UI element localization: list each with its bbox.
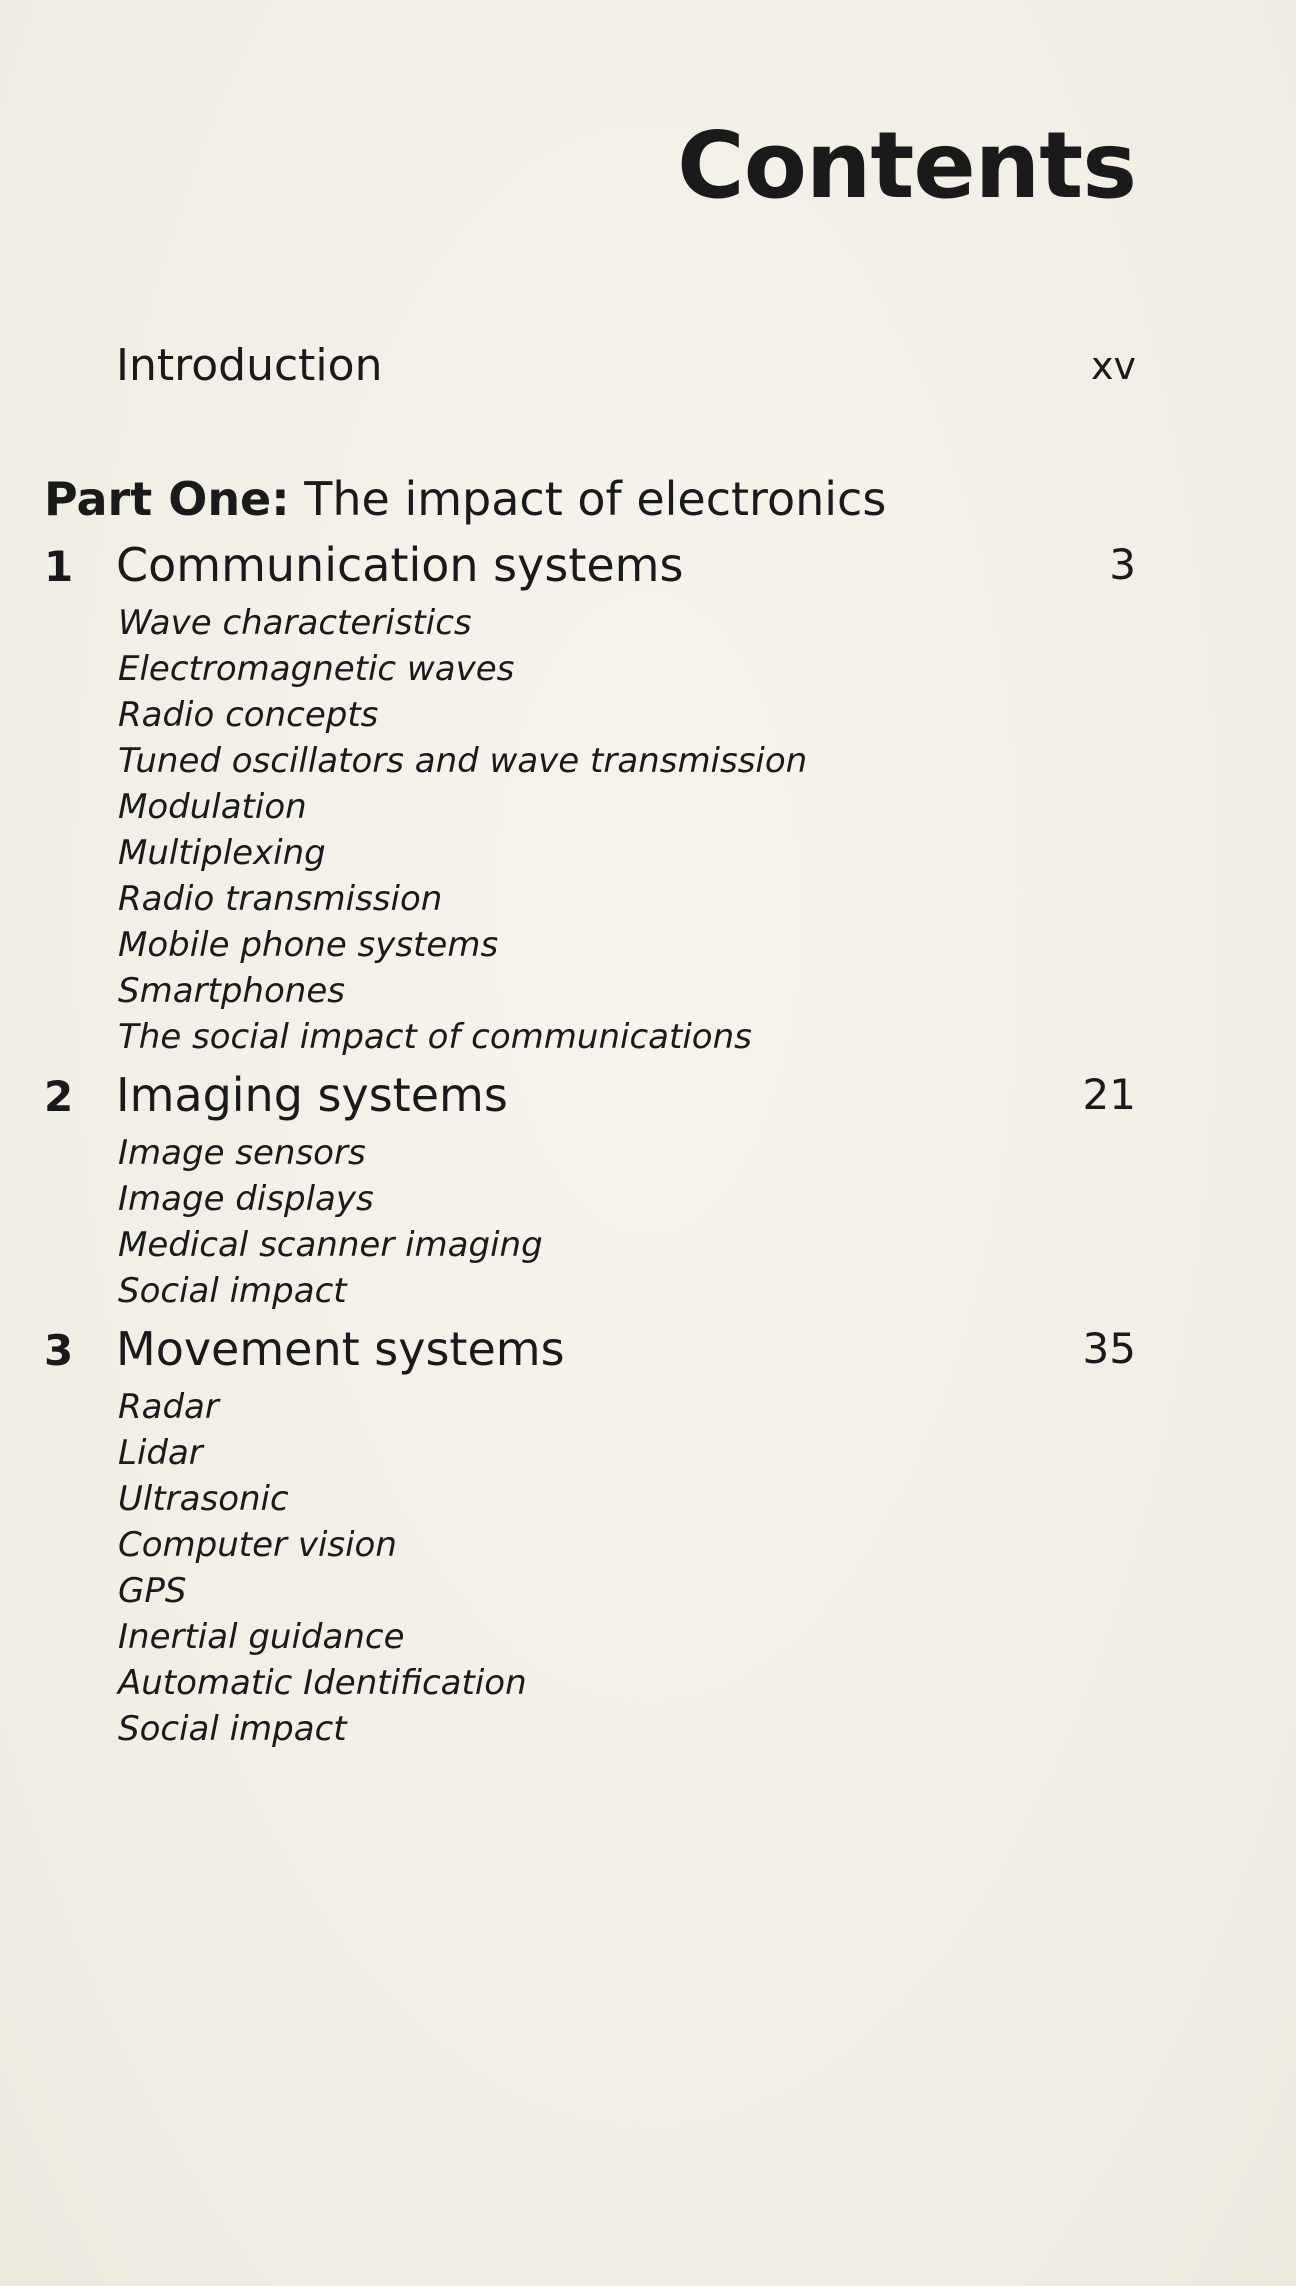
part-title: The impact of electronics	[304, 472, 887, 526]
chapter-heading	[44, 1322, 1136, 1384]
chapter-number: 1	[44, 542, 74, 591]
topic-item: Automatic Identification	[118, 1663, 527, 1703]
topic-item: Multiplexing	[118, 833, 326, 873]
chapter-title: Imaging systems	[116, 1068, 508, 1122]
topic-item: Smartphones	[118, 971, 345, 1011]
introduction-page-number: xv	[1091, 344, 1136, 388]
toc-entry-introduction	[116, 340, 1136, 400]
introduction-label: Introduction	[116, 340, 383, 391]
chapter-number: 2	[44, 1072, 74, 1121]
topic-item: Social impact	[118, 1709, 347, 1749]
topic-item: Radar	[118, 1387, 219, 1427]
topic-list	[44, 1384, 1136, 1752]
chapter-entry	[44, 1322, 1136, 1752]
chapter-page-number: 3	[1109, 540, 1136, 589]
topic-item: Modulation	[118, 787, 307, 827]
part-label: Part One:	[44, 472, 290, 526]
topic-list	[44, 1130, 1136, 1314]
chapter-page-number: 35	[1082, 1324, 1136, 1373]
topic-item: Radio transmission	[118, 879, 443, 919]
topic-item: Electromagnetic waves	[118, 649, 515, 689]
topic-item: Ultrasonic	[118, 1479, 289, 1519]
page-title: Contents	[677, 112, 1136, 219]
topic-item: GPS	[118, 1571, 187, 1611]
chapter-title: Movement systems	[116, 1322, 565, 1376]
chapter-entry	[44, 538, 1136, 1060]
topic-item: Image displays	[118, 1179, 374, 1219]
chapter-page-number: 21	[1082, 1070, 1136, 1119]
topic-item: Inertial guidance	[118, 1617, 405, 1657]
chapter-heading	[44, 538, 1136, 600]
topic-item: Social impact	[118, 1271, 347, 1311]
topic-item: Computer vision	[118, 1525, 397, 1565]
chapter-heading	[44, 1068, 1136, 1130]
topic-item: Tuned oscillators and wave transmission	[118, 741, 808, 781]
topic-item: The social impact of communications	[118, 1017, 752, 1057]
topic-item: Lidar	[118, 1433, 203, 1473]
chapter-number: 3	[44, 1326, 74, 1375]
chapter-list	[44, 538, 1136, 1760]
part-heading	[44, 472, 886, 526]
topic-item: Medical scanner imaging	[118, 1225, 543, 1265]
chapter-title: Communication systems	[116, 538, 684, 592]
topic-item: Wave characteristics	[118, 603, 472, 643]
chapter-entry	[44, 1068, 1136, 1314]
topic-item: Image sensors	[118, 1133, 366, 1173]
topic-item: Mobile phone systems	[118, 925, 499, 965]
topic-item: Radio concepts	[118, 695, 379, 735]
topic-list	[44, 600, 1136, 1060]
